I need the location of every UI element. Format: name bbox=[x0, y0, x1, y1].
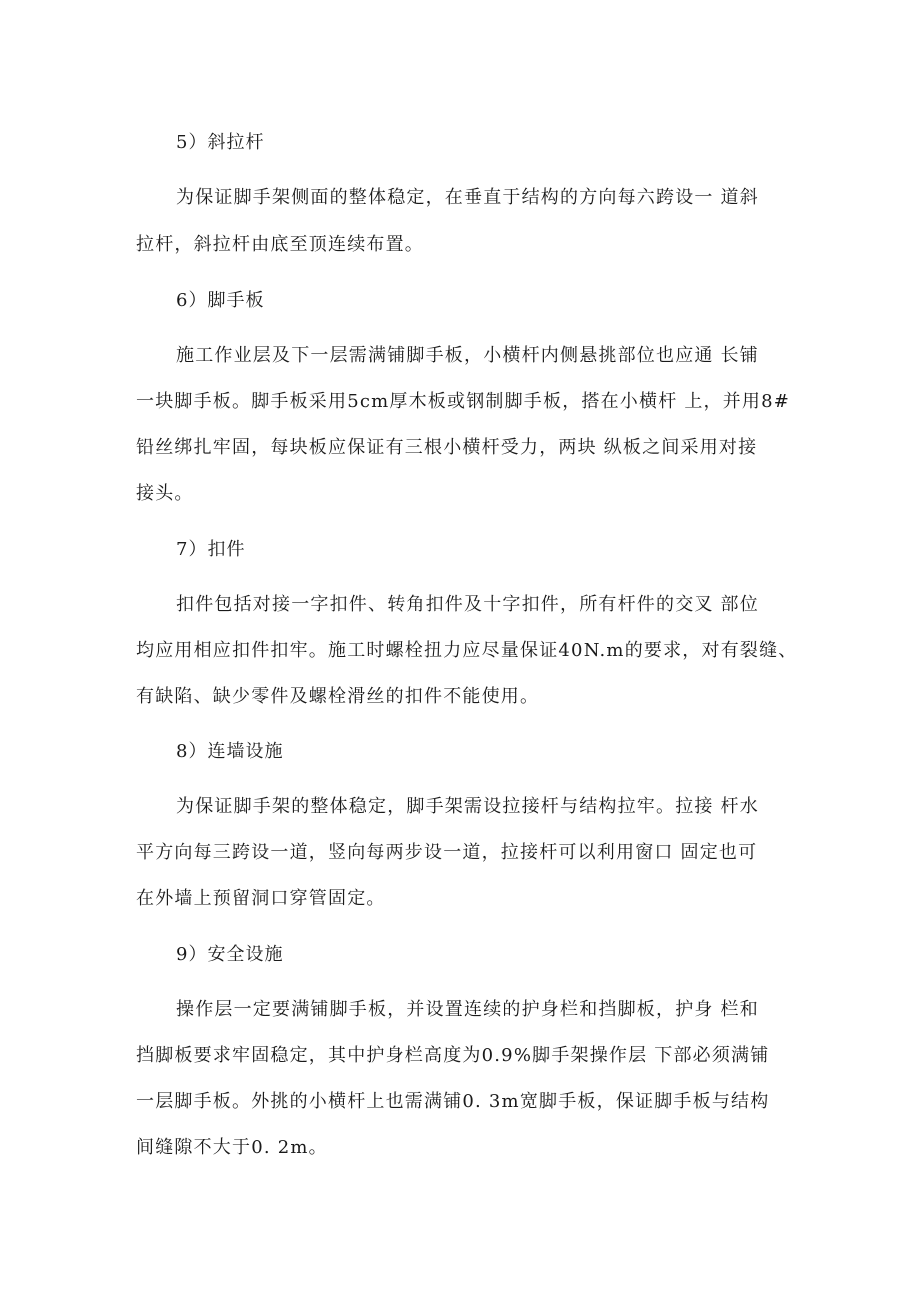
paragraph-line: 一块脚手板。脚手板采用5cm厚木板或钢制脚手板，搭在小横杆 上，并用8# bbox=[136, 391, 791, 412]
paragraph-line: 扣件包括对接一字扣件、转角扣件及十字扣件，所有杆件的交叉 部位 bbox=[176, 594, 759, 615]
paragraph-line: 铅丝绑扎牢固，每块板应保证有三根小横杆受力，两块 纵板之间采用对接 bbox=[136, 437, 758, 458]
paragraph-line: 在外墙上预留洞口穿管固定。 bbox=[136, 888, 386, 909]
paragraph-line: 一层脚手板。外挑的小横杆上也需满铺0. 3m宽脚手板，保证脚手板与结构 bbox=[136, 1091, 770, 1112]
paragraph-line: 均应用相应扣件扣牢。施工时螺栓扭力应尽量保证40N.m的要求，对有裂缝、 bbox=[136, 640, 798, 661]
paragraph-line: 接头。 bbox=[136, 483, 194, 504]
paragraph-line: 为保证脚手架的整体稳定，脚手架需设拉接杆与结构拉牢。拉接 杆水 bbox=[176, 796, 759, 817]
paragraph-line: 为保证脚手架侧面的整体稳定，在垂直于结构的方向每六跨设一 道斜 bbox=[176, 187, 759, 208]
paragraph-line: 有缺陷、缺少零件及螺栓滑丝的扣件不能使用。 bbox=[136, 686, 540, 707]
section-heading-6: 6）脚手板 bbox=[176, 290, 265, 311]
paragraph-line: 施工作业层及下一层需满铺脚手板，小横杆内侧悬挑部位也应通 长铺 bbox=[176, 345, 759, 366]
section-heading-8: 8）连墙设施 bbox=[176, 741, 284, 762]
paragraph-line: 挡脚板要求牢固稳定，其中护身栏高度为0.9%脚手架操作层 下部必须满铺 bbox=[136, 1045, 770, 1066]
paragraph-line: 操作层一定要满铺脚手板，并设置连续的护身栏和挡脚板，护身 栏和 bbox=[176, 999, 759, 1020]
section-heading-5: 5）斜拉杆 bbox=[176, 132, 265, 153]
section-heading-9: 9）安全设施 bbox=[176, 944, 284, 965]
paragraph-line: 拉杆，斜拉杆由底至顶连续布置。 bbox=[136, 234, 424, 255]
paragraph-line: 平方向每三跨设一道，竖向每两步设一道，拉接杆可以利用窗口 固定也可 bbox=[136, 842, 758, 863]
paragraph-line: 间缝隙不大于0. 2m。 bbox=[136, 1137, 328, 1158]
section-heading-7: 7）扣件 bbox=[176, 539, 246, 560]
